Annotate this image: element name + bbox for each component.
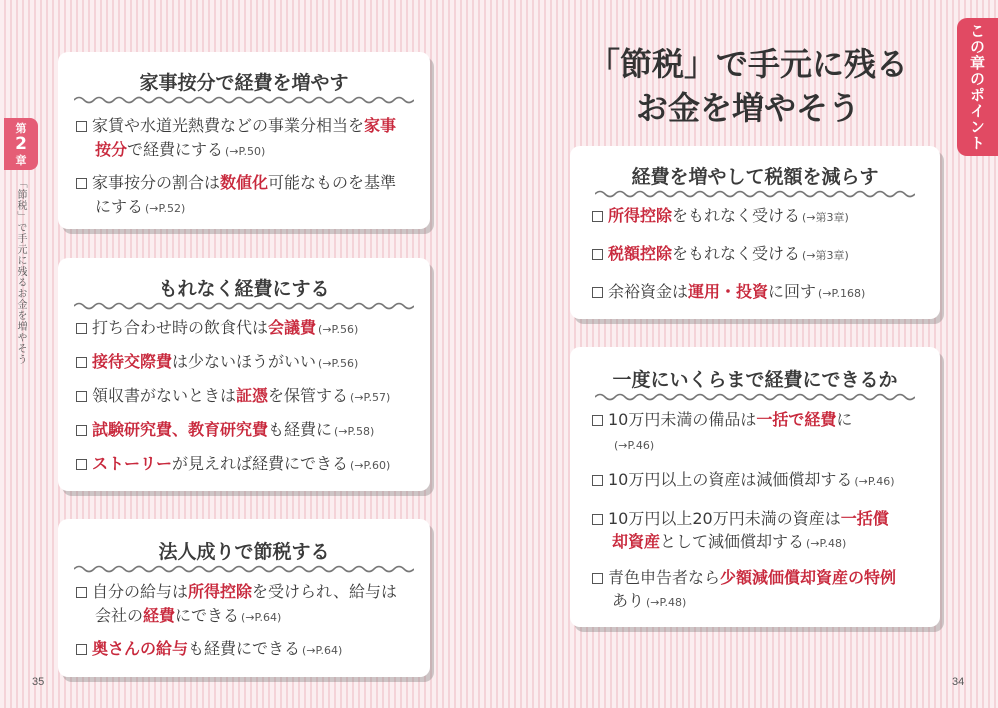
item-text: に (836, 410, 853, 429)
list-item-cont (95, 604, 281, 630)
card-reduce-tax (570, 146, 940, 319)
item-highlight: 所得控除 (608, 206, 673, 225)
item-text: 家賃や水道光熱費などの事業分相当を (92, 116, 365, 135)
card-all-expenses (58, 258, 430, 491)
item-highlight: 税額控除 (608, 244, 673, 263)
item-text: あり (612, 591, 645, 610)
page-ref: (→P.50) (225, 145, 266, 158)
list-item (76, 580, 397, 604)
list-item (592, 507, 889, 531)
list-item (76, 316, 358, 342)
item-text: を受けられ、給与は (252, 582, 397, 601)
checkbox-icon (76, 121, 87, 132)
item-text: は少ないほうがいい (172, 352, 317, 371)
list-item-cont (95, 195, 185, 221)
checkbox-icon (76, 178, 87, 189)
item-highlight: 一括償 (840, 509, 889, 528)
card-incorporation (58, 519, 430, 677)
item-highlight: 運用・投資 (688, 282, 769, 301)
item-text: 自分の給与は (92, 582, 189, 601)
item-text: 10万円未満の備品は (608, 410, 757, 429)
chapter-label: 第 (15, 122, 27, 135)
list-item-cont (612, 589, 686, 615)
item-text: 打ち合わせ時の飲食代は (92, 318, 269, 337)
checkbox-icon (592, 287, 603, 298)
page-ref: (→第3章) (802, 211, 849, 224)
page-ref: (→P.64) (241, 611, 282, 624)
checkbox-icon (76, 425, 87, 436)
list-item (76, 637, 342, 663)
item-text: 青色申告者なら (608, 568, 721, 587)
page-title (578, 42, 918, 130)
checkbox-icon (76, 459, 87, 470)
checkbox-icon (592, 573, 603, 584)
page-ref: (→P.57) (350, 391, 391, 404)
page-number-right: 34 (952, 676, 965, 688)
chapter-points-tab: この章のポイント (957, 18, 998, 156)
page-ref: (→P.56) (318, 357, 359, 370)
wave-divider (74, 95, 414, 105)
page-number-left: 35 (32, 676, 45, 688)
item-text: 会社の (95, 606, 144, 625)
page-ref: (→P.48) (806, 537, 847, 550)
page-ref: (→P.46) (614, 439, 655, 452)
page-title-line2: お金を増やそう (635, 89, 860, 127)
item-text: 10万円以上20万円未満の資産は (608, 509, 841, 528)
card-title: もれなく経費にする (158, 278, 330, 300)
item-highlight: 奥さんの給与 (92, 639, 189, 658)
list-item (76, 418, 374, 444)
item-highlight: 接待交際費 (92, 352, 173, 371)
checkbox-icon (592, 211, 603, 222)
page-ref: (→P.58) (334, 425, 375, 438)
item-highlight: 却資産 (612, 532, 661, 551)
item-highlight: ストーリー (92, 454, 173, 473)
card-title: 経費を増やして税額を減らす (631, 166, 879, 188)
checkbox-icon (76, 644, 87, 655)
list-item (76, 114, 396, 138)
checkbox-icon (76, 323, 87, 334)
item-highlight: 証憑 (236, 386, 269, 405)
item-text: が見えれば経費にできる (172, 454, 349, 473)
chapter-suffix: 章 (15, 154, 27, 167)
item-text: 家事按分の割合は (92, 173, 221, 192)
card-title: 家事按分で経費を増やす (139, 72, 349, 94)
wave-divider (595, 189, 915, 199)
item-text: も経費に (268, 420, 333, 439)
page-ref: (→P.64) (302, 644, 343, 657)
page-ref: (→P.48) (646, 596, 687, 609)
list-item (76, 384, 390, 410)
list-item (592, 408, 852, 432)
item-highlight: 経費 (143, 606, 176, 625)
list-item (592, 468, 895, 494)
page-ref: (→P.56) (318, 323, 359, 336)
item-text: 10万円以上の資産は減価償却する (608, 470, 853, 489)
list-item (592, 280, 865, 306)
list-item-cont (612, 432, 654, 458)
list-item (76, 350, 358, 376)
item-text: 領収書がないときは (92, 386, 237, 405)
page-ref: (→P.168) (818, 287, 866, 300)
chapter-running-title: 「節税」で手元に残るお金を増やそう (15, 178, 26, 365)
card-expense-limit (570, 347, 940, 627)
item-text: にする (95, 197, 144, 216)
item-highlight: 一括で経費 (756, 410, 837, 429)
card-title: 法人成りで節税する (158, 541, 330, 563)
checkbox-icon (592, 415, 603, 426)
item-text: 余裕資金は (608, 282, 689, 301)
item-text: にできる (175, 606, 240, 625)
checkbox-icon (76, 587, 87, 598)
item-highlight: 家事 (364, 116, 397, 135)
page-ref: (→第3章) (802, 249, 849, 262)
chapter-number: 2 (15, 134, 27, 154)
item-text: を保管する (268, 386, 349, 405)
page-ref: (→P.52) (145, 202, 186, 215)
checkbox-icon (76, 391, 87, 402)
list-item (76, 171, 396, 195)
item-highlight: 所得控除 (188, 582, 253, 601)
item-text: で経費にする (127, 140, 224, 159)
item-text: をもれなく受ける (672, 206, 801, 225)
item-highlight: 数値化 (220, 173, 269, 192)
item-highlight: 試験研究費、教育研究費 (92, 420, 269, 439)
checkbox-icon (592, 514, 603, 525)
wave-divider (595, 392, 915, 402)
list-item (592, 566, 896, 590)
page-title-line1: 「節税」で手元に残る (587, 45, 908, 83)
list-item-cont (612, 530, 846, 556)
item-highlight: 按分 (95, 140, 128, 159)
item-text: として減価償却する (660, 532, 805, 551)
item-text: も経費にできる (188, 639, 301, 658)
wave-divider (74, 301, 414, 311)
item-highlight: 会議費 (268, 318, 317, 337)
item-text: に回す (768, 282, 817, 301)
checkbox-icon (592, 475, 603, 486)
card-title: 一度にいくらまで経費にできるか (612, 369, 898, 391)
item-text: 可能なものを基準 (268, 173, 397, 192)
item-text: をもれなく受ける (672, 244, 801, 263)
checkbox-icon (76, 357, 87, 368)
page-ref: (→P.46) (854, 475, 895, 488)
list-item (592, 204, 849, 230)
card-household-allocation (58, 52, 430, 229)
list-item (592, 242, 849, 268)
wave-divider (74, 564, 414, 574)
chapter-tab (4, 118, 38, 170)
page-ref: (→P.60) (350, 459, 391, 472)
list-item (76, 452, 390, 478)
checkbox-icon (592, 249, 603, 260)
list-item-cont (95, 138, 265, 164)
item-highlight: 少額減価償却資産の特例 (720, 568, 897, 587)
